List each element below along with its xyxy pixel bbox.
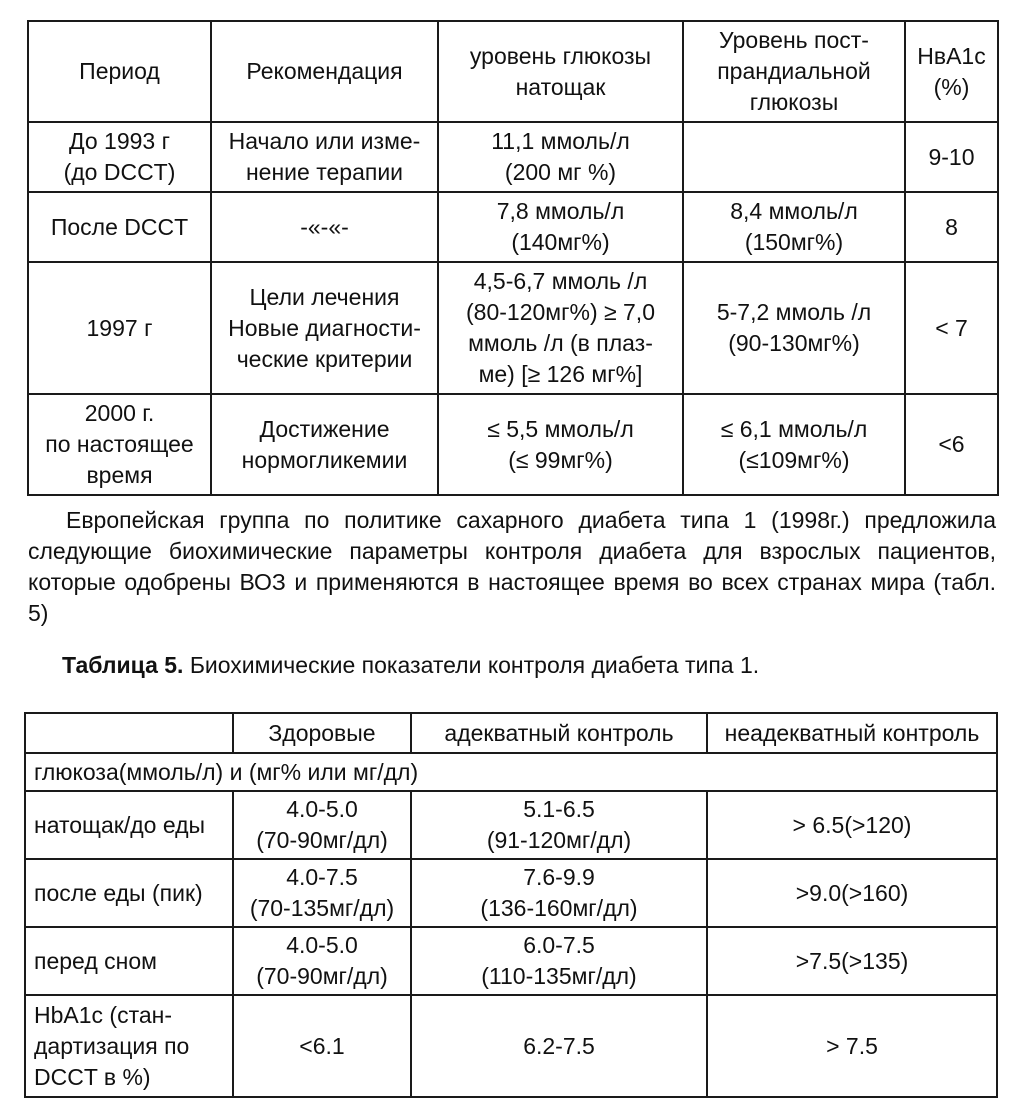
healthy-cell: 4.0-5.0 (70-90мг/дл): [233, 927, 411, 995]
header-adequate-control: адекватный контроль: [411, 713, 707, 753]
caption-text: Биохимические показатели контроля диабета типа 1.: [183, 652, 760, 678]
table-row: [28, 394, 998, 495]
header-hba1c: НвА1с (%): [905, 21, 998, 122]
inadequate-cell: > 6.5(>120): [707, 791, 997, 859]
table-row: [25, 995, 997, 1097]
header-recommendation: Рекомендация: [211, 21, 438, 122]
hba1c-cell: <6: [905, 394, 998, 495]
period-cell: До 1993 г (до DCCT): [28, 122, 211, 192]
fasting-glucose-cell: 11,1 ммоль/л (200 мг %): [438, 122, 683, 192]
period-cell: После DCCT: [28, 192, 211, 262]
inadequate-cell: >9.0(>160): [707, 859, 997, 927]
caption-label: Таблица 5.: [62, 652, 184, 678]
header-postprandial-glucose: Уровень пост-прандиальной глюкозы: [683, 21, 905, 122]
inadequate-cell: >7.5(>135): [707, 927, 997, 995]
table-row: [25, 859, 997, 927]
hba1c-cell: 8: [905, 192, 998, 262]
row-label: после еды (пик): [25, 859, 233, 927]
postprandial-glucose-cell: 5-7,2 ммоль /л (90-130мг%): [683, 262, 905, 394]
adequate-cell: 6.0-7.5 (110-135мг/дл): [411, 927, 707, 995]
table-header-row: [25, 713, 997, 753]
header-healthy: Здоровые: [233, 713, 411, 753]
table-row: [28, 192, 998, 262]
header-fasting-glucose: уровень глюкозы натощак: [438, 21, 683, 122]
header-empty: [25, 713, 233, 753]
section-row: [25, 753, 997, 791]
adequate-cell: 6.2-7.5: [411, 995, 707, 1097]
table-caption: [62, 650, 992, 681]
healthy-cell: <6.1: [233, 995, 411, 1097]
fasting-glucose-cell: 7,8 ммоль/л (140мг%): [438, 192, 683, 262]
fasting-glucose-cell: ≤ 5,5 ммоль/л (≤ 99мг%): [438, 394, 683, 495]
table-header-row: [28, 21, 998, 122]
hba1c-cell: 9-10: [905, 122, 998, 192]
glucose-units-section: глюкоза(ммоль/л) и (мг% или мг/дл): [25, 753, 997, 791]
recommendation-cell: Цели лечения Новые диагности- ческие критерии: [211, 262, 438, 394]
recommendation-cell: Начало или изме- нение терапии: [211, 122, 438, 192]
body-paragraph: Европейская группа по политике сахарного диабета типа 1 (1998г.) предложила следующие биохимические параметры контроля диабета для взрослых пациентов, которые одобрены ВОЗ и применяются в настоящее время во всех странах мира (табл. 5): [28, 507, 996, 626]
recommendation-cell: Достижение нормогликемии: [211, 394, 438, 495]
row-label: перед сном: [25, 927, 233, 995]
table-row: [25, 927, 997, 995]
glycemic-targets-table: [27, 20, 999, 496]
healthy-cell: 4.0-5.0 (70-90мг/дл): [233, 791, 411, 859]
table-row: [25, 791, 997, 859]
recommendation-cell: -«-«-: [211, 192, 438, 262]
healthy-cell: 4.0-7.5 (70-135мг/дл): [233, 859, 411, 927]
inadequate-cell: > 7.5: [707, 995, 997, 1097]
table-row: [28, 262, 998, 394]
adequate-cell: 5.1-6.5 (91-120мг/дл): [411, 791, 707, 859]
diabetes-control-table: [24, 712, 998, 1098]
adequate-cell: 7.6-9.9 (136-160мг/дл): [411, 859, 707, 927]
fasting-glucose-cell: 4,5-6,7 ммоль /л (80-120мг%) ≥ 7,0 ммоль /л (в плаз- ме) [≥ 126 мг%]: [438, 262, 683, 394]
table-row: [28, 122, 998, 192]
postprandial-glucose-cell: [683, 122, 905, 192]
postprandial-glucose-cell: 8,4 ммоль/л (150мг%): [683, 192, 905, 262]
hba1c-cell: < 7: [905, 262, 998, 394]
row-label: натощак/до еды: [25, 791, 233, 859]
period-cell: 1997 г: [28, 262, 211, 394]
row-label: HbA1c (стан- дартизация по DCCT в %): [25, 995, 233, 1097]
header-inadequate-control: неадекватный контроль: [707, 713, 997, 753]
period-cell: 2000 г. по настоящее время: [28, 394, 211, 495]
header-period: Период: [28, 21, 211, 122]
postprandial-glucose-cell: ≤ 6,1 ммоль/л (≤109мг%): [683, 394, 905, 495]
